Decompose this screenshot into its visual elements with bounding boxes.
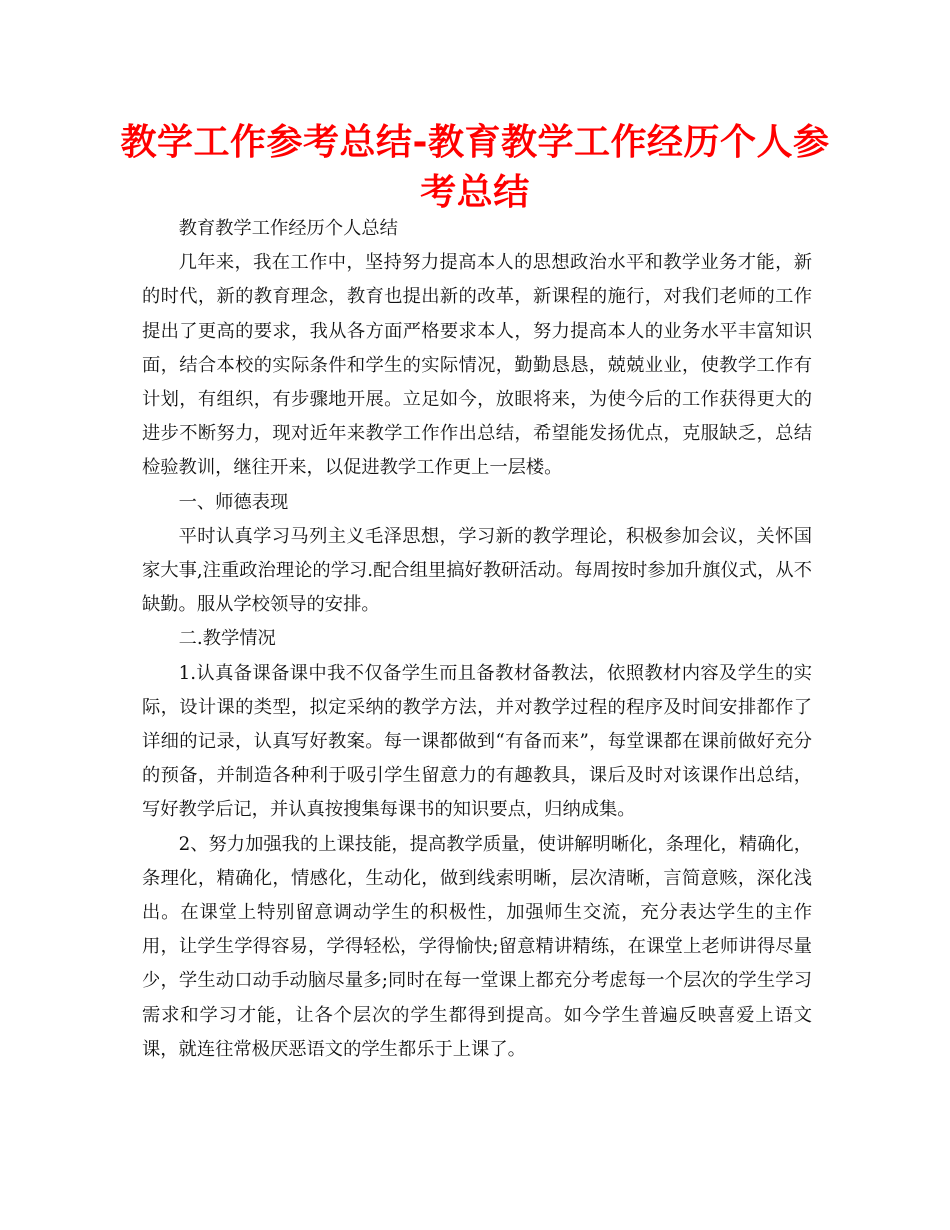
document-title: 教学工作参考总结-教育教学工作经历个人参考总结 <box>120 122 830 213</box>
section-heading-teaching: 二.教学情况 <box>178 628 276 650</box>
intro-paragraph: 几年来，我在工作中，坚持努力提高本人的思想政治水平和教学业务才能，新的时代，新的教育理念，教育也提出新的改革，新课程的施行，对我们老师的工作提出了更高的要求，我从各方面严格要求本人，努力提高本人的业务水平丰富知识面，结合本校的实际条件和学生的实际情况，勤勤恳恳，兢兢业业，使教学工作有计划，有组织，有步骤地开展。立足如今，放眼将来，为使今后的工作获得更大的进步不断努力，现对近年来教学工作作出总结，希望能发扬优点，克服缺乏，总结检验教训，继往开来，以促进教学工作更上一层楼。 <box>142 252 812 479</box>
teaching-item-2: 2、努力加强我的上课技能，提高教学质量，使讲解明晰化，条理化，精确化，条理化，精确化，情感化，生动化，做到线索明晰，层次清晰，言简意赅，深化浅出。在课堂上特别留意调动学生的积极性，加强师生交流，充分表达学生的主作用，让学生学得容易，学得轻松，学得愉快;留意精讲精练，在课堂上老师讲得尽量少，学生动口动手动脑尽量多;同时在每一堂课上都充分考虑每一个层次的学生学习需求和学习才能，让各个层次的学生都得到提高。如今学生普遍反映喜爱上语文课，就连往常极厌恶语文的学生都乐于上课了。 <box>142 833 812 1060</box>
document-subtitle: 教育教学工作经历个人总结 <box>178 218 398 239</box>
teaching-item-1: 1.认真备课备课中我不仅备学生而且备教材备教法，依照教材内容及学生的实际，设计课的类型，拟定采纳的教学方法，并对教学过程的程序及时间安排都作了详细的记录，认真写好教案。每一课都做到“有备而来”，每堂课都在课前做好充分的预备，并制造各种利于吸引学生留意力的有趣教具，课后及时对该课作出总结，写好教学后记，并认真按搜集每课书的知识要点，归纳成集。 <box>142 662 812 821</box>
document-body <box>142 212 812 1067</box>
section-heading-ethics: 一、师德表现 <box>178 491 289 513</box>
ethics-paragraph: 平时认真学习马列主义毛泽思想，学习新的教学理论，积极参加会议，关怀国家大事,注重政治理论的学习.配合组里搞好教研活动。每周按时参加升旗仪式，从不缺勤。服从学校领导的安排。 <box>142 525 812 616</box>
